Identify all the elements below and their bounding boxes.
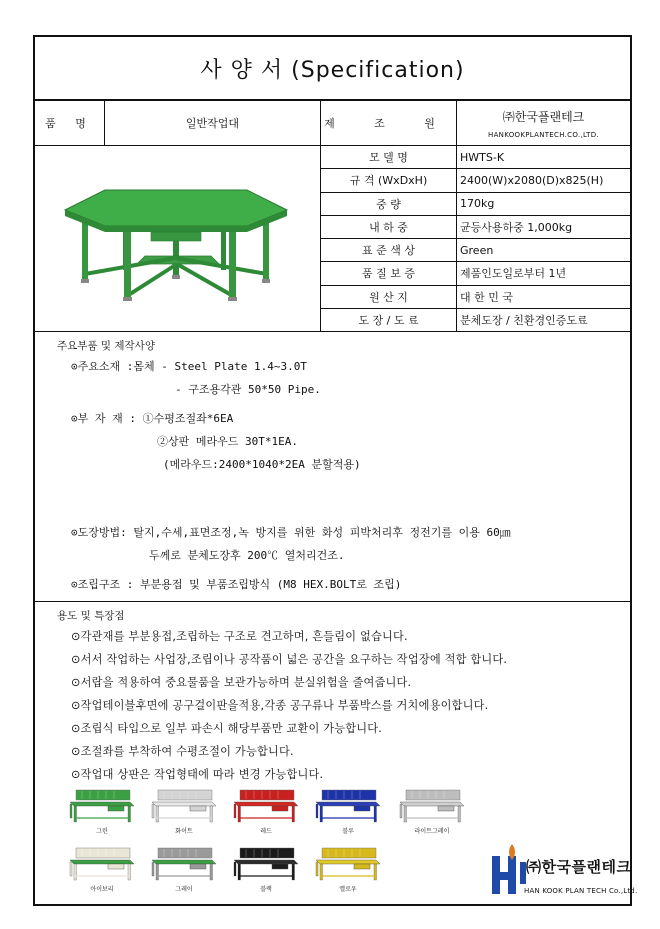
swatch-label: 화이트 [175,828,193,835]
spec-row [321,146,630,169]
spec-key-origin: 원 산 지 [321,286,457,308]
usage-item: ⊙서서 작업하는 사업장,조립이나 공작품이 넓은 공간을 요구하는 작업장에 적합 합니다. [71,653,508,666]
spec-key-load: 내 하 중 [321,216,457,238]
usage-heading: 용도 및 특장점 [57,610,125,622]
product-value: 일반작업대 [105,101,321,145]
logo-company-ko: ㈜한국플랜테크 [526,858,632,876]
spec-key-color: 표 준 색 상 [321,239,457,261]
usage-item: ⊙서랍을 적용하여 중요물품을 보관가능하며 분실위험을 줄여줍니다. [71,676,412,689]
spec-row [321,239,630,262]
spec-value-model: HWTS-K [460,150,505,164]
usage-item: ⊙작업대 상판은 작업형태에 따라 변경 가능합니다. [71,768,324,781]
parts-section [35,332,630,602]
swatch-label: 레드 [260,828,272,835]
color-swatch [232,788,300,835]
parts-heading: 주요부품 및 제작사양 [57,340,155,352]
color-swatch [232,846,300,893]
paint-line-1: ⊙도장방법: 탈지,수세,표면조정,녹 방지를 위한 화성 피박처리후 정전기를 이용 60㎛ [71,526,511,539]
swatch-label: 블랙 [260,886,272,893]
maker-cell [457,101,630,145]
product-photo [35,146,321,331]
spec-row [321,193,630,216]
swatch-label: 아이보리 [90,886,114,893]
usage-item: ⊙각관재를 부분용접,조립하는 구조로 견고하며, 흔들림이 없습니다. [71,630,408,643]
workbench-thumbnail [314,846,382,882]
logo-company-en: HAN KOOK PLAN TECH Co.,Ltd. [524,887,638,895]
color-swatch [68,788,136,835]
spec-key-size: 규 격 (WxDxH) [321,169,457,191]
workbench-thumbnail [68,788,136,824]
page-title: 사 양 서 (Specification) [35,37,630,101]
specification-sheet [33,35,632,906]
spec-key-warranty: 품 질 보 증 [321,262,457,284]
workbench-thumbnail [232,846,300,882]
spec-value-load: 균등사용하중 1,000kg [460,220,573,234]
usage-item: ⊙작업테이블후면에 공구걸이판을적용,각종 공구류나 부품박스를 거치에용이합니다. [71,699,489,712]
spec-value-origin: 대 한 민 국 [460,290,513,304]
spec-row [321,286,630,309]
spec-value-color: Green [460,243,494,257]
sub-material-line-3: (메라우드:2400*1040*2EA 분할적용) [163,458,361,471]
color-swatch [150,788,218,835]
workbench-thumbnail [150,788,218,824]
swatch-label: 그레이 [175,886,193,893]
color-swatch [314,788,382,835]
color-swatch [398,788,466,835]
color-swatch [314,846,382,893]
spec-value-paint: 분체도장 / 친환경인증도료 [460,313,588,327]
workbench-thumbnail [68,846,136,882]
spec-key-model: 모 델 명 [321,146,457,168]
spec-row [321,169,630,192]
spec-value-weight: 170kg [460,197,495,211]
maker-label: 제 조 원 [321,101,457,145]
paint-line-2: 두께로 분체도장후 200℃ 열처리건조. [149,549,345,562]
sub-material-line-1: ⊙부 자 재 : ①수평조절좌*6EA [71,412,234,425]
spec-row [321,309,630,331]
workbench-thumbnail [232,788,300,824]
usage-item: ⊙조립식 타입으로 일부 파손시 해당부품만 교환이 가능합니다. [71,722,383,735]
workbench-thumbnail [314,788,382,824]
color-swatch [68,846,136,893]
maker-name-ko: ㈜한국플랜테크 [502,109,585,124]
swatch-label: 블루 [342,828,354,835]
product-label: 품 명 [35,101,105,145]
color-swatch [150,846,218,893]
spec-table [321,146,630,331]
spec-row [321,262,630,285]
material-line-1: ⊙주요소재 :몸체 - Steel Plate 1.4~3.0T [71,360,307,373]
spec-key-paint: 도 장 / 도 료 [321,309,457,331]
spec-value-size: 2400(W)x2080(D)x825(H) [460,173,604,187]
swatch-label: 옐로우 [339,886,357,893]
maker-name-en: HANKOOKPLANTECH.CO.,LTD. [488,130,599,139]
spec-area [35,146,630,332]
swatch-label: 라이트그레이 [414,828,450,835]
spec-key-weight: 중 량 [321,193,457,215]
product-row [35,101,630,146]
workbench-thumbnail [150,846,218,882]
hexagonal-workbench-illustration [35,146,319,332]
sub-material-line-2: ②상판 메라우드 30T*1EA. [157,435,298,448]
workbench-thumbnail [398,788,466,824]
usage-item: ⊙조절좌를 부착하여 수평조절이 가능합니다. [71,745,294,758]
spec-row [321,216,630,239]
assembly-line: ⊙조립구조 : 부분용접 및 부품조립방식 (M8 HEX.BOLT로 조립) [71,578,402,591]
swatch-label: 그린 [96,828,108,835]
spec-value-warranty: 제품인도일로부터 1년 [460,267,567,281]
material-line-2: - 구조용각관 50*50 Pipe. [175,383,321,396]
